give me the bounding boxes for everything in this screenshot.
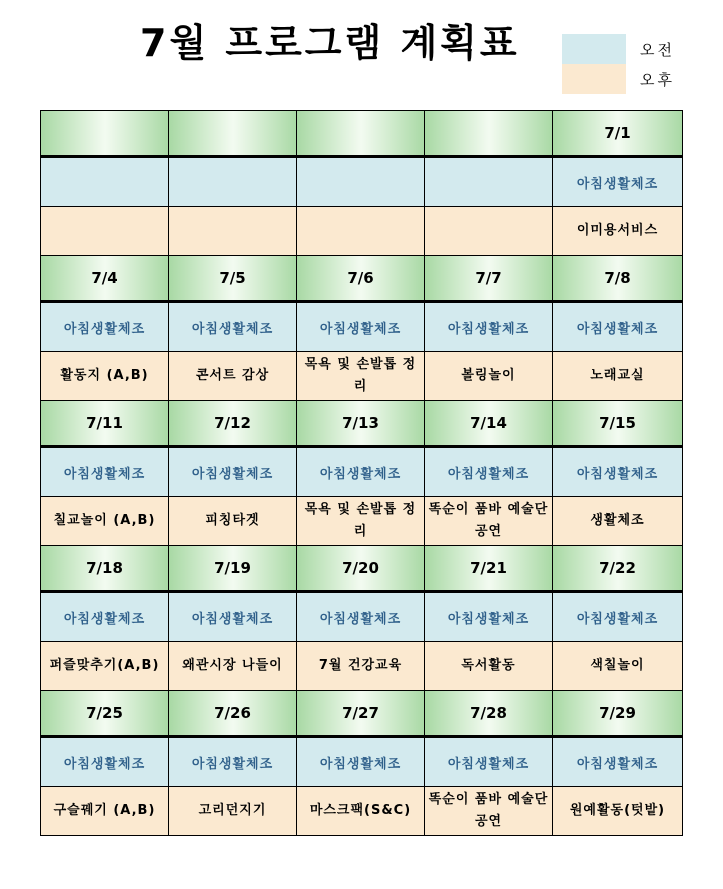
legend-swatch-pm [562, 64, 626, 94]
date-cell: 7/8 [553, 256, 683, 302]
pm-activity-cell: 왜관시장 나들이 [169, 642, 297, 691]
pm-activity-cell [425, 207, 553, 256]
date-cell: 7/21 [425, 546, 553, 592]
pm-activity-cell: 똑순이 품바 예술단 공연 [425, 497, 553, 546]
am-row [41, 737, 683, 787]
schedule-table [40, 110, 683, 836]
date-cell: 7/19 [169, 546, 297, 592]
pm-activity-cell: 7월 건강교육 [297, 642, 425, 691]
pm-activity-cell: 고리던지기 [169, 787, 297, 836]
date-cell [169, 111, 297, 157]
date-cell: 7/20 [297, 546, 425, 592]
pm-row [41, 787, 683, 836]
date-cell: 7/4 [41, 256, 169, 302]
am-activity-cell: 아침생활체조 [553, 592, 683, 642]
pm-activity-cell: 구슬꿰기 (A,B) [41, 787, 169, 836]
am-activity-cell: 아침생활체조 [425, 737, 553, 787]
am-activity-cell: 아침생활체조 [425, 302, 553, 352]
date-cell: 7/28 [425, 691, 553, 737]
pm-activity-cell: 피칭타겟 [169, 497, 297, 546]
legend-item-pm [562, 64, 675, 94]
date-cell [425, 111, 553, 157]
pm-activity-cell: 원예활동(텃밭) [553, 787, 683, 836]
pm-activity-cell: 이미용서비스 [553, 207, 683, 256]
pm-activity-cell [169, 207, 297, 256]
am-activity-cell: 아침생활체조 [553, 302, 683, 352]
am-activity-cell: 아침생활체조 [553, 737, 683, 787]
am-activity-cell [297, 157, 425, 207]
date-row [41, 256, 683, 302]
legend-item-am [562, 34, 675, 64]
pm-activity-cell: 콘서트 감상 [169, 352, 297, 401]
date-cell [41, 111, 169, 157]
date-row [41, 401, 683, 447]
legend-label-pm: 오후 [640, 70, 675, 89]
am-activity-cell: 아침생활체조 [297, 592, 425, 642]
date-cell: 7/27 [297, 691, 425, 737]
am-activity-cell: 아침생활체조 [425, 447, 553, 497]
am-row [41, 302, 683, 352]
pm-activity-cell [41, 207, 169, 256]
date-cell: 7/11 [41, 401, 169, 447]
date-row [41, 691, 683, 737]
date-cell: 7/12 [169, 401, 297, 447]
pm-activity-cell: 똑순이 품바 예술단 공연 [425, 787, 553, 836]
pm-activity-cell: 퍼즐맞추기(A,B) [41, 642, 169, 691]
am-activity-cell: 아침생활체조 [553, 447, 683, 497]
am-activity-cell: 아침생활체조 [169, 302, 297, 352]
am-activity-cell: 아침생활체조 [41, 737, 169, 787]
date-cell: 7/6 [297, 256, 425, 302]
am-activity-cell: 아침생활체조 [297, 737, 425, 787]
date-cell: 7/13 [297, 401, 425, 447]
date-row [41, 111, 683, 157]
date-cell: 7/26 [169, 691, 297, 737]
pm-row [41, 352, 683, 401]
pm-activity-cell: 목욕 및 손발톱 정리 [297, 352, 425, 401]
date-cell: 7/25 [41, 691, 169, 737]
date-cell: 7/14 [425, 401, 553, 447]
date-cell [297, 111, 425, 157]
pm-activity-cell: 목욕 및 손발톱 정리 [297, 497, 425, 546]
legend-swatch-am [562, 34, 626, 64]
am-activity-cell: 아침생활체조 [425, 592, 553, 642]
pm-row [41, 642, 683, 691]
am-activity-cell: 아침생활체조 [169, 447, 297, 497]
date-cell: 7/5 [169, 256, 297, 302]
am-activity-cell: 아침생활체조 [169, 592, 297, 642]
pm-activity-cell: 칠교놀이 (A,B) [41, 497, 169, 546]
date-cell: 7/18 [41, 546, 169, 592]
date-cell: 7/7 [425, 256, 553, 302]
legend [562, 34, 675, 94]
am-activity-cell: 아침생활체조 [553, 157, 683, 207]
date-cell: 7/15 [553, 401, 683, 447]
legend-label-am: 오전 [640, 40, 675, 59]
am-row [41, 592, 683, 642]
pm-row [41, 207, 683, 256]
pm-activity-cell: 마스크팩(S&C) [297, 787, 425, 836]
pm-activity-cell: 볼링놀이 [425, 352, 553, 401]
pm-activity-cell [297, 207, 425, 256]
am-activity-cell: 아침생활체조 [41, 447, 169, 497]
am-activity-cell [169, 157, 297, 207]
date-cell: 7/1 [553, 111, 683, 157]
pm-activity-cell: 노래교실 [553, 352, 683, 401]
am-activity-cell: 아침생활체조 [169, 737, 297, 787]
am-activity-cell [425, 157, 553, 207]
date-cell: 7/29 [553, 691, 683, 737]
am-activity-cell [41, 157, 169, 207]
date-cell: 7/22 [553, 546, 683, 592]
page-title: 7월 프로그램 계획표 [140, 21, 520, 65]
am-activity-cell: 아침생활체조 [297, 447, 425, 497]
am-row [41, 157, 683, 207]
am-row [41, 447, 683, 497]
pm-activity-cell: 생활체조 [553, 497, 683, 546]
am-activity-cell: 아침생활체조 [297, 302, 425, 352]
pm-row [41, 497, 683, 546]
am-activity-cell: 아침생활체조 [41, 592, 169, 642]
am-activity-cell: 아침생활체조 [41, 302, 169, 352]
pm-activity-cell: 활동지 (A,B) [41, 352, 169, 401]
pm-activity-cell: 색칠놀이 [553, 642, 683, 691]
pm-activity-cell: 독서활동 [425, 642, 553, 691]
date-row [41, 546, 683, 592]
